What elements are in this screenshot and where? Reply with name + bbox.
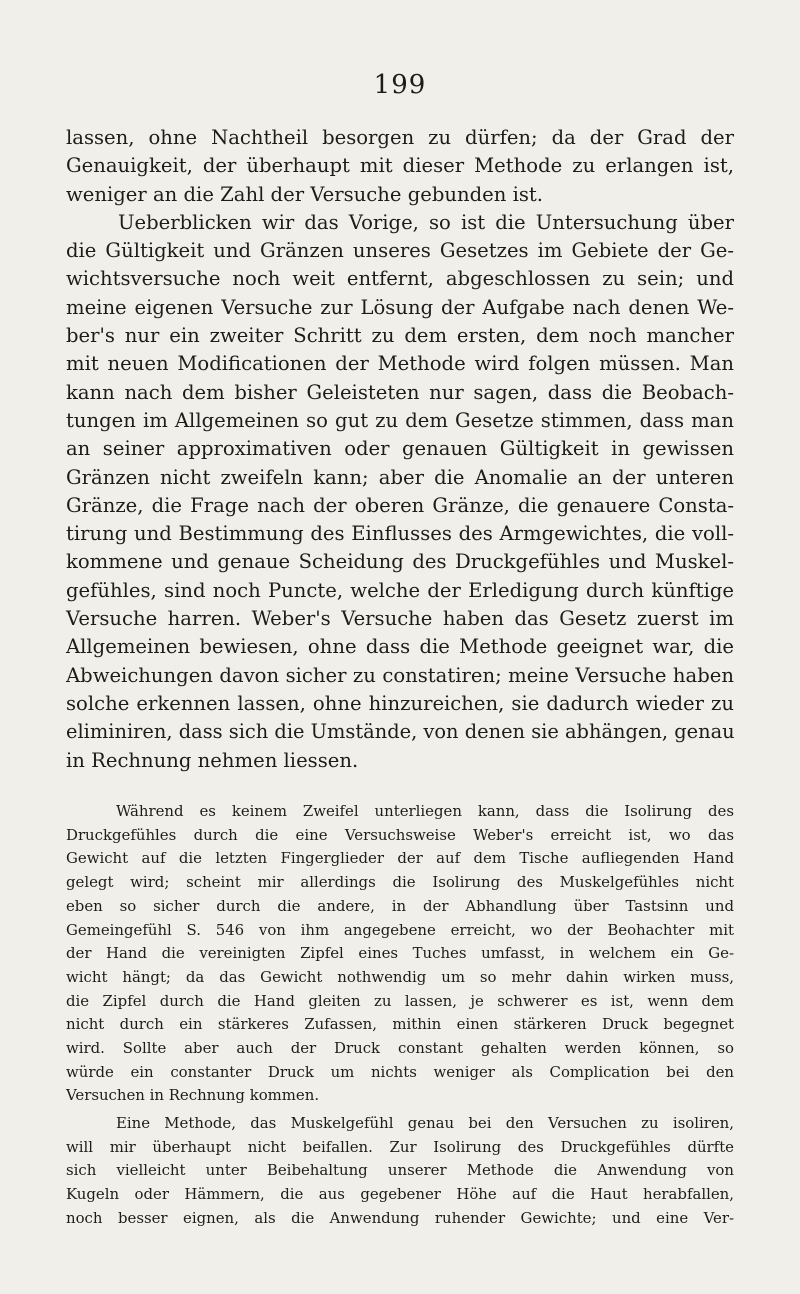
text-line: an seiner approximativen oder genauen Gültigkeit in gewissen	[66, 437, 734, 461]
text-line: gefühles, sind noch Puncte, welche der Erledigung durch künftige	[66, 578, 734, 602]
footnote-paragraph	[66, 1112, 734, 1231]
text-line: mit neuen Modificationen der Methode wird folgen müssen. Man	[66, 352, 734, 376]
note-line: sich vielleicht unter Beibehaltung unserer Methode die Anwendung von	[66, 1161, 734, 1180]
note-line: wird. Sollte aber auch der Druck constant gehalten werden können, so	[66, 1039, 734, 1058]
note-line: Kugeln oder Hämmern, die aus gegebener Höhe auf die Haut herabfallen,	[66, 1185, 734, 1204]
text-line: in Rechnung nehmen liessen.	[66, 748, 359, 772]
text-line: lassen, ohne Nachtheil besorgen zu dürfen; da der Grad der	[66, 126, 734, 149]
page-number: 199	[373, 70, 427, 100]
text-line: wichtsversuche noch weit entfernt, abgeschlossen zu sein; und	[66, 267, 734, 291]
text-line: Abweichungen davon sicher zu constatiren; meine Versuche haben	[66, 663, 734, 687]
main-text	[66, 124, 734, 775]
note-line: Gemeingefühl S. 546 von ihm angegebene erreicht, wo der Beohachter mit	[66, 920, 734, 939]
text-line: Gränze, die Frage nach der oberen Gränze, die genauere Consta-	[66, 493, 734, 517]
text-line: kommene und genaue Scheidung des Druckgefühles und Muskel-	[66, 550, 734, 574]
footnote-paragraph	[66, 800, 734, 1108]
note-line: Versuchen in Rechnung kommen.	[66, 1086, 320, 1105]
text-line: Ueberblicken wir das Vorige, so ist die Untersuchung über	[118, 210, 734, 234]
text-line: kann nach dem bisher Geleisteten nur sagen, dass die Beobach-	[66, 380, 734, 404]
text-line: Versuche harren. Weber's Versuche haben das Gesetz zuerst im	[66, 607, 734, 631]
text-line: tungen im Allgemeinen so gut zu dem Gesetze stimmen, dass man	[66, 408, 734, 432]
note-line: der Hand die vereinigten Zipfel eines Tuches umfasst, in welchem ein Ge-	[66, 944, 734, 963]
note-line: Gewicht auf die letzten Fingerglieder der auf dem Tische aufliegenden Hand	[66, 849, 734, 868]
text-line: Genauigkeit, der überhaupt mit dieser Methode zu erlangen ist,	[66, 154, 734, 178]
text-line: weniger an die Zahl der Versuche gebunden ist.	[66, 182, 544, 206]
note-line: die Zipfel durch die Hand gleiten zu lassen, je schwerer es ist, wenn dem	[66, 991, 734, 1010]
note-line: nicht durch ein stärkeres Zufassen, mithin einen stärkeren Druck begegnet	[66, 1015, 734, 1034]
text-line: eliminiren, dass sich die Umstände, von denen sie abhängen, genau	[66, 720, 735, 744]
note-line: gelegt wird; scheint mir allerdings die Isolirung des Muskelgefühles nicht	[66, 873, 734, 892]
note-line: noch besser eignen, als die Anwendung ruhender Gewichte; und eine Ver-	[66, 1208, 734, 1227]
text-line: die Gültigkeit und Gränzen unseres Gesetzes im Gebiete der Ge-	[66, 239, 734, 263]
note-line: eben so sicher durch die andere, in der Abhandlung über Tastsinn und	[66, 896, 734, 915]
note-line: würde ein constanter Druck um nichts weniger als Complication bei den	[66, 1062, 734, 1081]
text-line: tirung und Bestimmung des Einflusses des Armgewichtes, die voll-	[66, 522, 734, 546]
note-line: will mir überhaupt nicht beifallen. Zur Isolirung des Druckgefühles dürfte	[66, 1137, 734, 1156]
text-line: ber's nur ein zweiter Schritt zu dem ersten, dem noch mancher	[66, 324, 734, 348]
text-line: Gränzen nicht zweifeln kann; aber die Anomalie an der unteren	[66, 465, 734, 489]
text-line: Allgemeinen bewiesen, ohne dass die Methode geeignet war, die	[66, 635, 734, 659]
text-line: solche erkennen lassen, ohne hinzureichen, sie dadurch wieder zu	[66, 691, 734, 715]
note-line: Druckgefühles durch die eine Versuchsweise Weber's erreicht ist, wo das	[66, 825, 734, 844]
note-line: Während es keinem Zweifel unterliegen kann, dass die Isolirung des	[116, 802, 734, 820]
note-line: wicht hängt; da das Gewicht nothwendig um so mehr dahin wirken muss,	[66, 967, 734, 986]
note-line: Eine Methode, das Muskelgefühl genau bei den Versuchen zu isoliren,	[116, 1114, 734, 1132]
text-line: meine eigenen Versuche zur Lösung der Aufgabe nach denen We-	[66, 295, 734, 319]
